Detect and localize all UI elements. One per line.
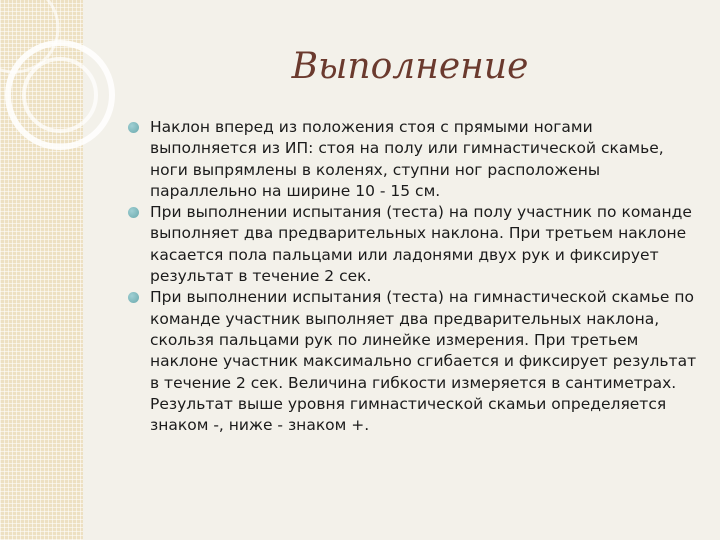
teal-circle-bullet-icon xyxy=(128,122,139,133)
teal-circle-bullet-icon xyxy=(128,207,139,218)
list-item-text: Наклон вперед из положения стоя с прямыми ногами выполняется из ИП: стоя на полу или гимнастической скамье, ноги выпрямлены в коленях, ступни ног расположены параллельно на ширине 10 - 15 см. xyxy=(150,118,664,200)
bullet-list xyxy=(128,117,700,436)
list-item xyxy=(128,287,700,436)
teal-circle-bullet-icon xyxy=(128,292,139,303)
list-item xyxy=(128,117,700,202)
slide-title: Выполнение xyxy=(291,46,529,87)
list-item xyxy=(128,202,700,287)
concentric-circles-decoration-icon xyxy=(0,0,140,200)
list-item-text: При выполнении испытания (теста) на полу участник по команде выполняет два предварительных наклона. При третьем наклоне касается пола пальцами или ладонями двух рук и фиксирует результат в течение 2 сек. xyxy=(150,203,692,286)
list-item-text: При выполнении испытания (теста) на гимнастической скамье по команде участник выполняет два предварительных наклона, скользя пальцами рук по линейке измерения. При третьем наклоне участник максимально сгибается и фиксирует результат в течение 2 сек. Величина гибкости измеряется в сантиметрах. Результат выше уровня гимнастической скамьи определяется знаком -, ниже - знаком +. xyxy=(150,288,697,435)
